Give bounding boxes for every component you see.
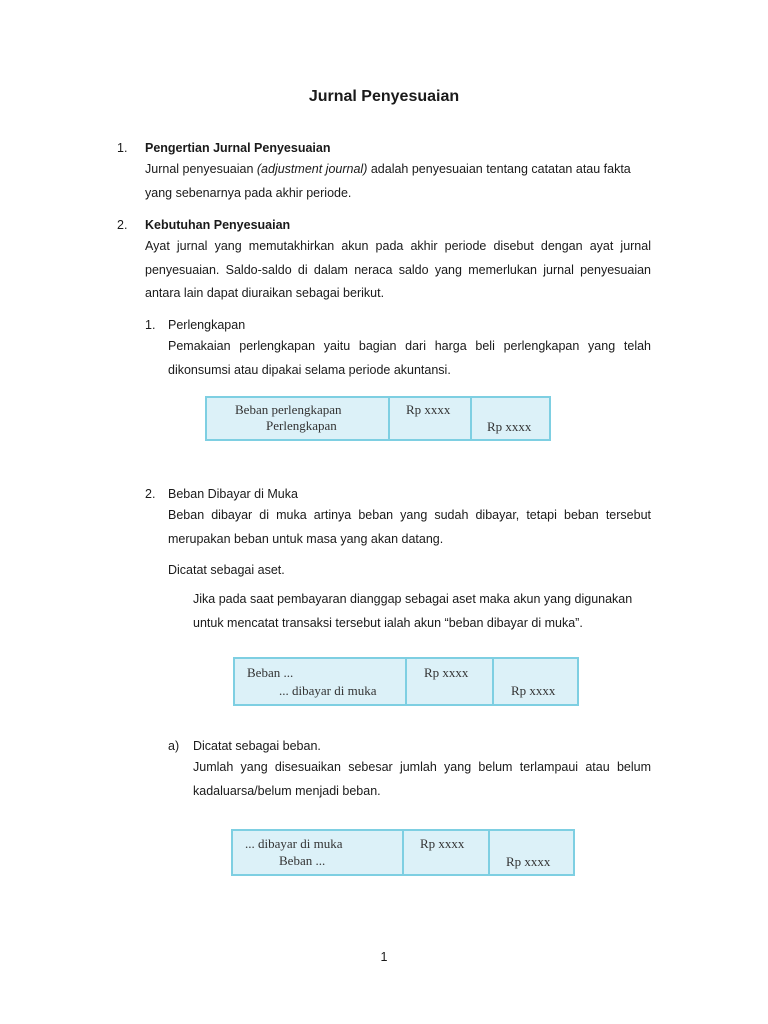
- column-divider: [405, 659, 407, 704]
- debit-account: Beban perlengkapan: [235, 402, 342, 417]
- debit-amount: Rp xxxx: [424, 665, 469, 680]
- credit-account: ... dibayar di muka: [279, 683, 377, 698]
- section-heading: Pengertian Jurnal Penyesuaian: [145, 141, 331, 155]
- credit-amount: Rp xxxx: [511, 683, 556, 698]
- credit-amount: Rp xxxx: [506, 854, 551, 869]
- journal-entry-table: [231, 829, 575, 876]
- asset-paragraph: [193, 588, 651, 635]
- paragraph-line: Jika pada saat pembayaran dianggap sebagai aset maka akun yang digunakan: [193, 592, 633, 606]
- paragraph-line: yang sebenarnya pada akhir periode.: [145, 185, 352, 200]
- debit-account: ... dibayar di muka: [245, 836, 343, 851]
- column-divider: [492, 659, 494, 704]
- paragraph-line: penyesuaian. Saldo-saldo di dalam neraca saldo yang memerlukan jurnal penyesuaian: [145, 262, 651, 277]
- column-divider: [488, 831, 490, 874]
- debit-account: Beban ...: [247, 665, 294, 680]
- paragraph-line: Ayat jurnal yang memutakhirkan akun pada akhir periode disebut dengan ayat jurnal: [145, 239, 651, 253]
- item-heading: Perlengkapan: [168, 318, 246, 332]
- column-divider: [388, 398, 390, 439]
- section-number: 2.: [117, 218, 128, 232]
- italic-term: (adjustment journal): [256, 162, 368, 176]
- paragraph-line: merupakan beban untuk masa yang akan datang.: [168, 531, 444, 546]
- recorded-as-asset-label: Dicatat sebagai aset.: [168, 563, 285, 577]
- item-number: 2.: [145, 487, 156, 501]
- journal-entry-table: [233, 657, 579, 706]
- item-number: 1.: [145, 318, 156, 332]
- subitem-paragraph: [193, 756, 651, 803]
- paragraph-line: untuk mencatat transaksi tersebut ialah akun “beban dibayar di muka”.: [193, 615, 583, 630]
- paragraph-line: [145, 158, 651, 182]
- credit-account: Beban ...: [279, 853, 326, 868]
- item-paragraph: [168, 504, 651, 551]
- credit-account: Perlengkapan: [266, 418, 337, 433]
- paragraph-line: Pemakaian perlengkapan yaitu bagian dari harga beli perlengkapan yang telah: [168, 339, 651, 353]
- subitem-heading: Dicatat sebagai beban.: [193, 739, 321, 753]
- section-paragraph: [145, 235, 651, 306]
- page-number: 1: [380, 950, 388, 964]
- column-divider: [402, 831, 404, 874]
- paragraph-line: antara lain dapat diuraikan sebagai berikut.: [145, 286, 385, 300]
- debit-amount: Rp xxxx: [420, 836, 465, 851]
- debit-amount: Rp xxxx: [406, 402, 451, 417]
- item-heading: Beban Dibayar di Muka: [168, 487, 298, 501]
- column-divider: [470, 398, 472, 439]
- subitem-label: a): [168, 739, 180, 753]
- section-number: 1.: [117, 141, 128, 155]
- credit-amount: Rp xxxx: [487, 419, 532, 434]
- paragraph-line: Beban dibayar di muka artinya beban yang sudah dibayar, tetapi beban tersebut: [168, 508, 651, 522]
- journal-entry-table: [205, 396, 551, 441]
- item-paragraph: [168, 335, 651, 382]
- paragraph-line: dikonsumsi atau dipakai selama periode akuntansi.: [168, 362, 451, 377]
- paragraph-line: Jumlah yang disesuaikan sebesar jumlah yang belum terlampaui atau belum: [193, 760, 651, 774]
- page-title: Jurnal Penyesuaian: [308, 88, 460, 105]
- section-heading: Kebutuhan Penyesuaian: [145, 218, 291, 232]
- section-paragraph: [145, 158, 651, 205]
- paragraph-line: kadaluarsa/belum menjadi beban.: [193, 783, 381, 798]
- text-run: Jurnal penyesuaian: [145, 162, 257, 176]
- text-run: adalah penyesuaian tentang catatan atau fakta: [367, 162, 631, 176]
